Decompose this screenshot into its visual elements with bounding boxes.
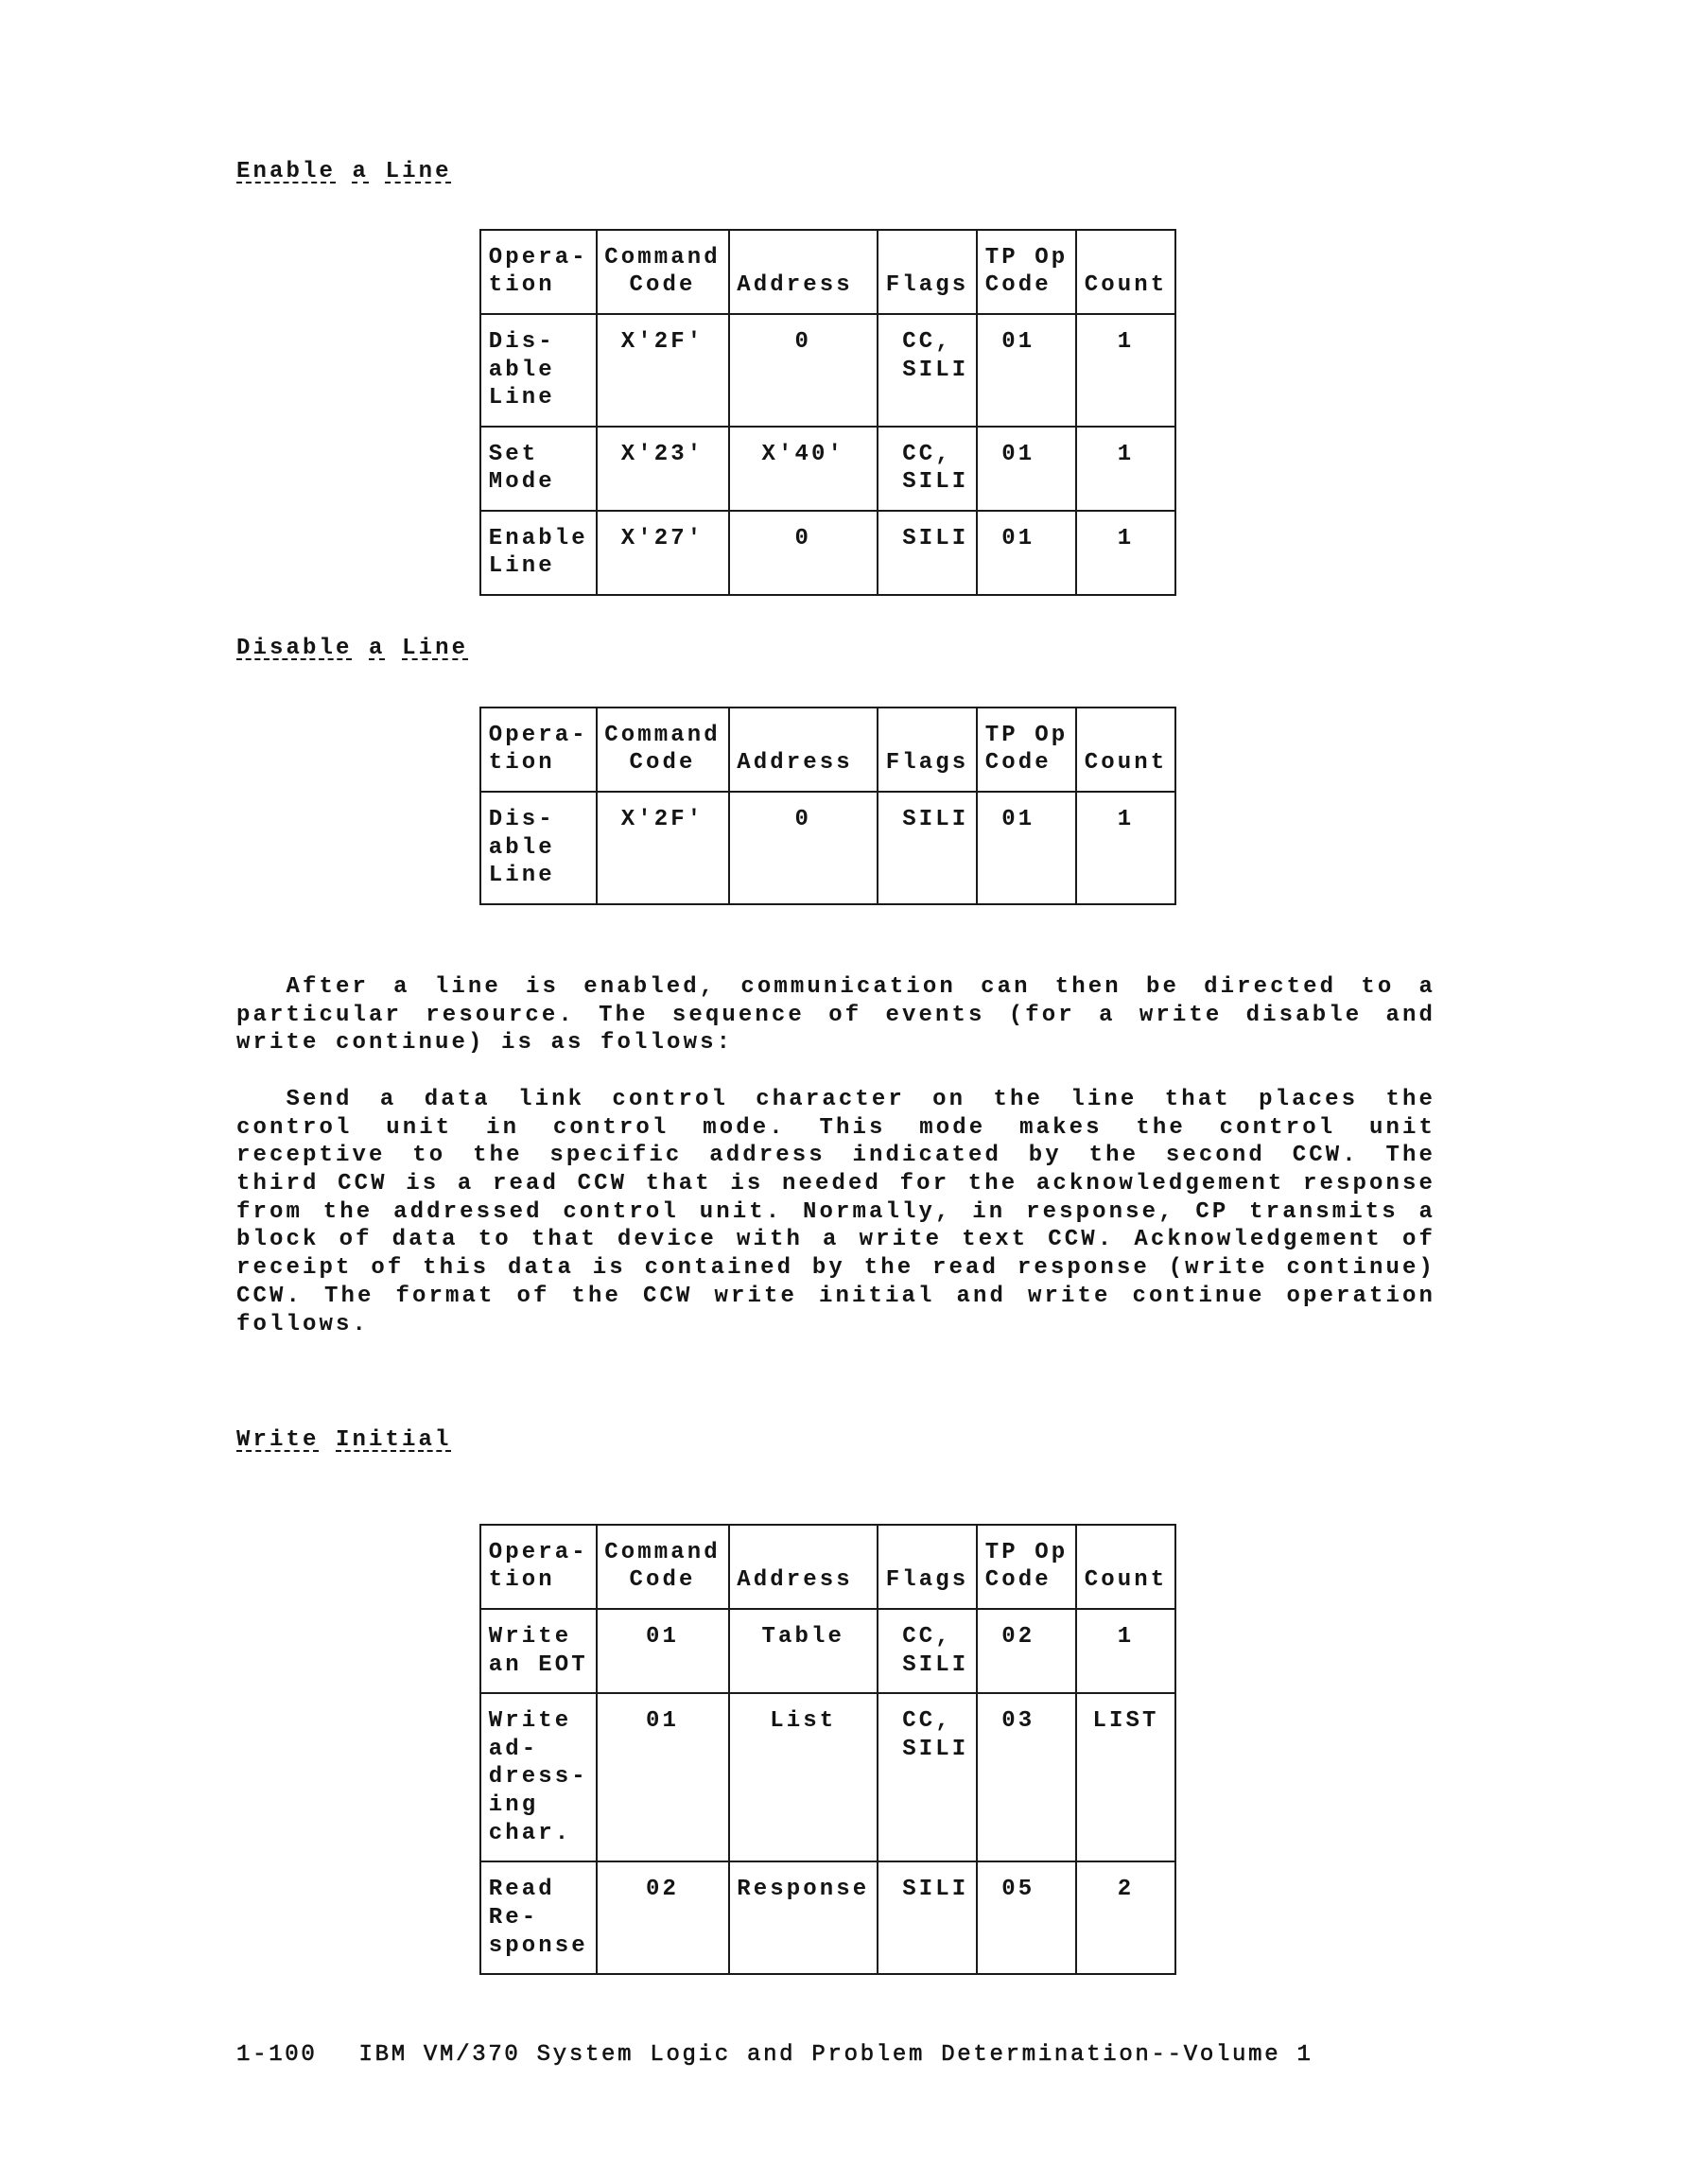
header-cell-tp-op-code: TP Op (984, 722, 1069, 748)
table-cell-flags: SILI (902, 1736, 969, 1762)
paragraph-after-line-enabled (236, 973, 1435, 1057)
column-divider (877, 707, 878, 905)
table-cell-operation: char. (488, 1820, 572, 1846)
row-separator (480, 1861, 1176, 1862)
section-heading-disable-a-line: Disable a Line (236, 636, 469, 661)
paragraph-line: Send a data link control character on the line that places the (286, 1087, 1435, 1112)
table-cell-flags: CC, (902, 1623, 952, 1650)
paragraph-line: follows. (236, 1311, 370, 1337)
table-cell-address: 0 (794, 806, 811, 832)
table-cell-count: 1 (1117, 328, 1135, 355)
header-cell-count (1085, 722, 1168, 750)
header-cell-address (737, 1539, 869, 1567)
table-cell-command-code: 02 (645, 1877, 679, 1903)
paragraph-line: particular resource. The sequence of events (for a write disable and (236, 1002, 1435, 1028)
paragraph-send-data-link-control (236, 1086, 1435, 1338)
column-divider (596, 707, 598, 905)
table-cell-tp-op-code: 03 (1001, 1707, 1035, 1734)
header-cell-address (737, 244, 869, 272)
header-cell-count: Count (1084, 750, 1168, 777)
table-cell-flags: SILI (902, 806, 969, 832)
table-cell-command-code: 01 (645, 1623, 679, 1650)
table-cell-command-code: X'2F' (620, 328, 704, 355)
column-divider (877, 1524, 878, 1975)
header-cell-tp-op-code: Code (984, 1567, 1052, 1594)
column-divider (976, 229, 978, 596)
table-cell-count: 1 (1117, 441, 1135, 467)
table-cell-address: 0 (794, 328, 811, 355)
table-cell-count: 1 (1117, 1623, 1135, 1650)
table-cell-flags: SILI (902, 1877, 969, 1903)
table-cell-flags: SILI (902, 525, 969, 551)
column-divider (596, 1524, 598, 1975)
table-cell-operation: Line (488, 385, 555, 411)
table-cell-count: 1 (1117, 806, 1135, 832)
table-cell-address: X'40' (761, 441, 844, 467)
table-cell-flags: CC, (902, 1707, 952, 1734)
table-cell-operation: Enable (488, 525, 588, 551)
header-cell-flags (886, 244, 969, 272)
table-cell-operation: Dis- (488, 328, 555, 355)
table-cell-operation: able (488, 357, 555, 383)
table-cell-operation: Line (488, 863, 555, 889)
table-left-border (479, 229, 481, 596)
header-cell-operation: tion (488, 750, 555, 777)
table-cell-command-code: 01 (645, 1707, 679, 1734)
header-cell-command-code: Code (629, 272, 696, 299)
row-separator (480, 1692, 1176, 1694)
header-cell-operation: tion (488, 272, 555, 299)
table-cell-command-code: X'23' (620, 441, 704, 467)
column-divider (877, 229, 878, 596)
header-cell-address: Address (737, 1567, 853, 1594)
table-cell-address: Table (761, 1623, 844, 1650)
table-cell-tp-op-code: 01 (1001, 806, 1035, 832)
table-cell-command-code: X'27' (620, 525, 704, 551)
table-bottom-border (480, 903, 1176, 905)
row-separator (480, 426, 1176, 428)
table-right-border (1174, 229, 1176, 596)
paragraph-line: third CCW is a read CCW that is needed for the acknowledgement response (236, 1171, 1435, 1197)
table-cell-flags: SILI (902, 469, 969, 496)
table-cell-operation: dress- (488, 1764, 588, 1791)
table-cell-address: List (770, 1707, 837, 1734)
header-cell-command-code: Command (604, 244, 721, 271)
table-right-border (1174, 707, 1176, 905)
header-cell-operation: tion (488, 1567, 555, 1594)
table-cell-command-code: X'2F' (620, 806, 704, 832)
table-cell-operation: Mode (488, 469, 555, 496)
header-cell-count (1085, 1539, 1168, 1567)
table-cell-operation: Read (488, 1877, 555, 1903)
table-right-border (1174, 1524, 1176, 1975)
column-divider (728, 229, 730, 596)
table-bottom-border (480, 1973, 1176, 1975)
header-cell-flags: Flags (885, 272, 969, 299)
table-cell-operation: ing (488, 1792, 539, 1818)
column-divider (976, 1524, 978, 1975)
table-cell-count: 1 (1117, 525, 1135, 551)
column-divider (728, 707, 730, 905)
header-cell-command-code: Code (629, 1567, 696, 1594)
table-cell-address: 0 (794, 525, 811, 551)
header-cell-command-code: Command (604, 1539, 721, 1565)
table-cell-tp-op-code: 02 (1001, 1623, 1035, 1650)
header-cell-command-code: Command (604, 722, 721, 748)
publication-title: IBM VM/370 System Logic and Problem Determination--Volume 1 (358, 2042, 1313, 2068)
table-cell-address: Response (737, 1877, 870, 1903)
header-cell-address: Address (737, 750, 853, 777)
paragraph-line: write continue) is as follows: (236, 1030, 734, 1057)
header-cell-count: Count (1084, 1567, 1168, 1594)
table-cell-operation: Line (488, 553, 555, 580)
table-cell-operation: Write (488, 1707, 572, 1734)
table-top-border (480, 707, 1176, 708)
paragraph-line: receptive to the specific address indicated by the second CCW. The (236, 1143, 1435, 1169)
section-heading-write-initial: Write Initial (236, 1427, 452, 1453)
page-number: 1-100 (236, 2042, 318, 2068)
header-cell-tp-op-code: Code (984, 272, 1052, 299)
header-cell-tp-op-code: TP Op (984, 1539, 1069, 1565)
table-left-border (479, 707, 481, 905)
column-divider (976, 707, 978, 905)
table-cell-tp-op-code: 05 (1001, 1877, 1035, 1903)
column-divider (728, 1524, 730, 1975)
table-cell-flags: SILI (902, 1651, 969, 1678)
column-divider (596, 229, 598, 596)
paragraph-line: control unit in control mode. This mode makes the control unit (236, 1114, 1435, 1141)
row-separator (480, 791, 1176, 793)
table-cell-tp-op-code: 01 (1001, 441, 1035, 467)
table-cell-operation: able (488, 834, 555, 861)
table-top-border (480, 229, 1176, 231)
column-divider (1075, 229, 1077, 596)
table-cell-operation: an EOT (488, 1651, 588, 1678)
header-cell-tp-op-code: Code (984, 750, 1052, 777)
header-cell-flags: Flags (885, 1567, 969, 1594)
header-cell-flags (886, 1539, 969, 1567)
header-cell-command-code: Code (629, 750, 696, 777)
header-cell-operation: Opera- (488, 1539, 588, 1565)
table-cell-operation: Dis- (488, 806, 555, 832)
paragraph-line: After a line is enabled, communication can then be directed to a (286, 974, 1435, 1000)
table-cell-count: LIST (1092, 1707, 1159, 1734)
header-cell-flags: Flags (885, 750, 969, 777)
header-cell-count: Count (1084, 272, 1168, 299)
row-separator (480, 313, 1176, 315)
table-bottom-border (480, 594, 1176, 596)
row-separator (480, 1608, 1176, 1610)
page-footer (236, 2041, 1313, 2070)
header-cell-operation: Opera- (488, 722, 588, 748)
table-top-border (480, 1524, 1176, 1526)
section-heading-enable-a-line: Enable a Line (236, 159, 452, 184)
header-cell-count (1085, 244, 1168, 272)
table-cell-tp-op-code: 01 (1001, 328, 1035, 355)
header-cell-address: Address (737, 272, 853, 299)
table-cell-operation: ad- (488, 1736, 539, 1762)
column-divider (1075, 1524, 1077, 1975)
header-cell-tp-op-code: TP Op (984, 244, 1069, 271)
column-divider (1075, 707, 1077, 905)
table-left-border (479, 1524, 481, 1975)
table-cell-operation: Write (488, 1623, 572, 1650)
header-cell-operation: Opera- (488, 244, 588, 271)
row-separator (480, 510, 1176, 512)
table-cell-operation: Set (488, 441, 539, 467)
table-cell-tp-op-code: 01 (1001, 525, 1035, 551)
paragraph-line: block of data to that device with a write text CCW. Acknowledgement of (236, 1227, 1435, 1253)
paragraph-line: from the addressed control unit. Normally, in response, CP transmits a (236, 1198, 1435, 1225)
table-cell-operation: Re- (488, 1904, 539, 1931)
paragraph-line: receipt of this data is contained by the read response (write continue) (236, 1255, 1435, 1282)
table-cell-operation: sponse (488, 1932, 588, 1959)
table-cell-flags: CC, (902, 441, 952, 467)
paragraph-line: CCW. The format of the CCW write initial and write continue operation (236, 1283, 1435, 1309)
table-cell-flags: CC, (902, 328, 952, 355)
table-cell-flags: SILI (902, 357, 969, 383)
table-cell-count: 2 (1117, 1877, 1135, 1903)
header-cell-address (737, 722, 869, 750)
header-cell-flags (886, 722, 969, 750)
